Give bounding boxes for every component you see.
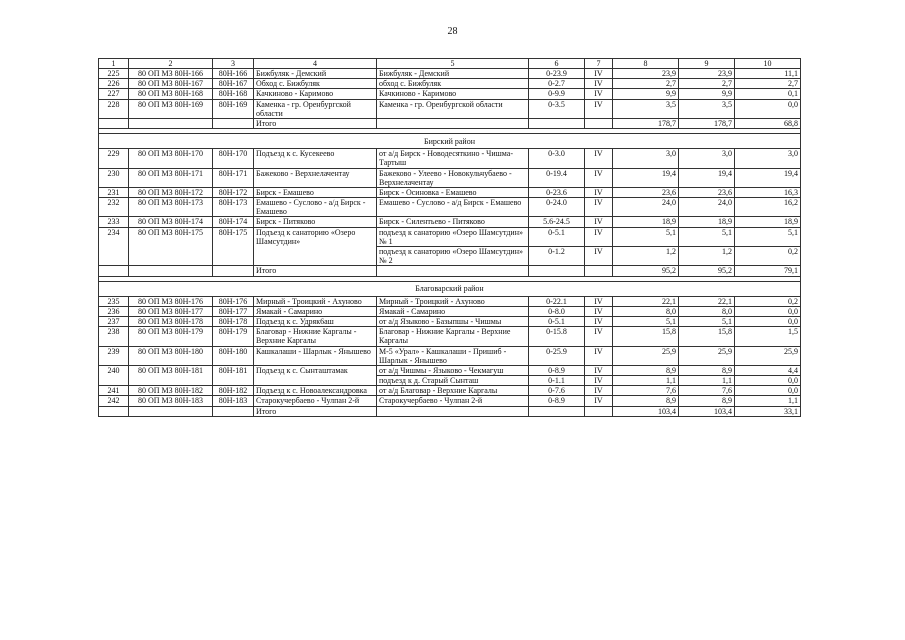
road-id: 80Н-168	[213, 89, 254, 99]
road-code: 80 ОП МЗ 80Н-168	[129, 89, 213, 99]
row-number: 240	[99, 365, 129, 385]
table-row	[99, 217, 801, 227]
km-range: 0-23.9	[529, 69, 585, 79]
length-col9: 2,7	[679, 79, 735, 89]
empty-cell	[213, 266, 254, 276]
road-code: 80 ОП МЗ 80Н-166	[129, 69, 213, 79]
category: IV	[585, 217, 613, 227]
road-id: 80Н-171	[213, 168, 254, 187]
row-number: 229	[99, 149, 129, 168]
road-section: Старокучербаево - Чулпан 2-й	[377, 396, 529, 406]
length-total: 7,6	[613, 386, 679, 396]
km-range: 0-5.1	[529, 316, 585, 326]
category: IV	[585, 89, 613, 99]
category: IV	[585, 227, 613, 246]
table-row	[99, 198, 801, 217]
road-name: Бажеково - Верхнелачентау	[254, 168, 377, 187]
km-range: 0-1.2	[529, 247, 585, 266]
empty-cell	[99, 118, 129, 128]
road-id: 80Н-179	[213, 327, 254, 346]
category: IV	[585, 365, 613, 375]
row-number: 228	[99, 99, 129, 118]
length-col9: 8,9	[679, 365, 735, 375]
length-total: 25,9	[613, 346, 679, 365]
length-col9: 9,9	[679, 89, 735, 99]
empty-cell	[585, 118, 613, 128]
length-total: 9,9	[613, 89, 679, 99]
road-section: от а/д Языково - Базыпшы - Чишмы	[377, 316, 529, 326]
row-number: 230	[99, 168, 129, 187]
row-number: 225	[99, 69, 129, 79]
length-col9: 18,9	[679, 217, 735, 227]
road-name: Ямакай - Самарино	[254, 306, 377, 316]
length-col9: 23,9	[679, 69, 735, 79]
category: IV	[585, 79, 613, 89]
length-col10: 11,1	[735, 69, 801, 79]
roads-table	[98, 58, 801, 417]
km-range: 5.6-24.5	[529, 217, 585, 227]
length-col10: 0,0	[735, 99, 801, 118]
road-code: 80 ОП МЗ 80Н-176	[129, 296, 213, 306]
row-number: 239	[99, 346, 129, 365]
length-col9: 23,6	[679, 187, 735, 197]
km-range: 0-7.6	[529, 386, 585, 396]
road-code: 80 ОП МЗ 80Н-182	[129, 386, 213, 396]
category: IV	[585, 396, 613, 406]
empty-cell	[377, 406, 529, 416]
empty-cell	[129, 266, 213, 276]
road-name: Кашкалаши - Шарлык - Янышево	[254, 346, 377, 365]
length-total: 23,6	[613, 187, 679, 197]
table-row	[99, 327, 801, 346]
category: IV	[585, 316, 613, 326]
category: IV	[585, 346, 613, 365]
length-col10: 5,1	[735, 227, 801, 246]
row-number: 235	[99, 296, 129, 306]
road-section: Мирный - Троицкий - Ахуново	[377, 296, 529, 306]
road-section: Ямакай - Самарино	[377, 306, 529, 316]
empty-cell	[529, 266, 585, 276]
category: IV	[585, 198, 613, 217]
length-total: 23,9	[613, 69, 679, 79]
table-row	[99, 99, 801, 118]
road-section: Качкиново - Каримово	[377, 89, 529, 99]
length-col9: 3,5	[679, 99, 735, 118]
road-id: 80Н-182	[213, 386, 254, 396]
road-name: Емашево - Суслово - а/д Бирск - Емашево	[254, 198, 377, 217]
table-row	[99, 306, 801, 316]
length-col10: 0,0	[735, 376, 801, 386]
total-col9: 103,4	[679, 406, 735, 416]
length-col9: 1,1	[679, 376, 735, 386]
length-total: 8,9	[613, 365, 679, 375]
empty-cell	[529, 406, 585, 416]
table-row	[99, 386, 801, 396]
empty-cell	[213, 118, 254, 128]
category: IV	[585, 149, 613, 168]
road-code: 80 ОП МЗ 80Н-178	[129, 316, 213, 326]
length-col9: 15,8	[679, 327, 735, 346]
road-code: 80 ОП МЗ 80Н-170	[129, 149, 213, 168]
length-col9: 8,0	[679, 306, 735, 316]
category: IV	[585, 296, 613, 306]
km-range: 0-1.1	[529, 376, 585, 386]
length-col10: 16,2	[735, 198, 801, 217]
road-code: 80 ОП МЗ 80Н-174	[129, 217, 213, 227]
total-col10: 33,1	[735, 406, 801, 416]
road-section: подъезд к санаторию «Озеро Шамсутдин» № 1	[377, 227, 529, 246]
length-col9: 5,1	[679, 316, 735, 326]
road-code: 80 ОП МЗ 80Н-181	[129, 365, 213, 385]
header-cell: 2	[129, 59, 213, 69]
row-number: 236	[99, 306, 129, 316]
length-col10: 0,2	[735, 296, 801, 306]
row-number: 234	[99, 227, 129, 266]
road-name: Каменка - гр. Оренбургской области	[254, 99, 377, 118]
road-section: от а/д Благовар - Верхние Каргалы	[377, 386, 529, 396]
road-id: 80Н-181	[213, 365, 254, 385]
length-col10: 4,4	[735, 365, 801, 375]
row-number: 241	[99, 386, 129, 396]
road-name: Подъезд к с. Кусекеево	[254, 149, 377, 168]
row-number: 232	[99, 198, 129, 217]
row-number: 227	[99, 89, 129, 99]
length-col10: 0,2	[735, 247, 801, 266]
road-name: Благовар - Нижние Каргалы - Верхние Каргалы	[254, 327, 377, 346]
total-length: 178,7	[613, 118, 679, 128]
page-number: 28	[447, 26, 458, 37]
table-row	[99, 69, 801, 79]
category: IV	[585, 168, 613, 187]
km-range: 0-23.6	[529, 187, 585, 197]
road-code: 80 ОП МЗ 80Н-175	[129, 227, 213, 266]
total-col10: 68,8	[735, 118, 801, 128]
header-cell: 8	[613, 59, 679, 69]
length-total: 8,9	[613, 396, 679, 406]
length-total: 3,5	[613, 99, 679, 118]
road-section: подъезд к санаторию «Озеро Шамсутдин» № 2	[377, 247, 529, 266]
total-row	[99, 118, 801, 128]
road-id: 80Н-166	[213, 69, 254, 79]
header-cell: 5	[377, 59, 529, 69]
empty-cell	[529, 118, 585, 128]
km-range: 0-2.7	[529, 79, 585, 89]
length-total: 22,1	[613, 296, 679, 306]
header-cell: 3	[213, 59, 254, 69]
category: IV	[585, 187, 613, 197]
total-col9: 178,7	[679, 118, 735, 128]
table-row	[99, 149, 801, 168]
road-id: 80Н-167	[213, 79, 254, 89]
road-id: 80Н-169	[213, 99, 254, 118]
length-col9: 3,0	[679, 149, 735, 168]
length-col10: 0,0	[735, 306, 801, 316]
road-name: Подъезд к санаторию «Озеро Шамсутдин»	[254, 227, 377, 266]
district-row	[99, 134, 801, 149]
road-name: Мирный - Троицкий - Ахуново	[254, 296, 377, 306]
road-name: Бирск - Питяково	[254, 217, 377, 227]
km-range: 0-24.0	[529, 198, 585, 217]
length-col10: 0,1	[735, 89, 801, 99]
header-cell: 1	[99, 59, 129, 69]
road-id: 80Н-173	[213, 198, 254, 217]
row-number: 226	[99, 79, 129, 89]
header-cell: 7	[585, 59, 613, 69]
length-col10: 0,0	[735, 386, 801, 396]
header-row	[99, 59, 801, 69]
road-name: Подъезд к с. Удряк6аш	[254, 316, 377, 326]
road-code: 80 ОП МЗ 80Н-167	[129, 79, 213, 89]
road-name: Подъезд к с. Новоалександровка	[254, 386, 377, 396]
length-col9: 24,0	[679, 198, 735, 217]
km-range: 0-5.1	[529, 227, 585, 246]
table-row	[99, 396, 801, 406]
table-row	[99, 89, 801, 99]
length-col9: 5,1	[679, 227, 735, 246]
length-col10: 0,0	[735, 316, 801, 326]
district-title: Бирский район	[99, 134, 801, 149]
road-name: Бижбуляк - Демский	[254, 69, 377, 79]
road-id: 80Н-170	[213, 149, 254, 168]
km-range: 0-3.5	[529, 99, 585, 118]
length-total: 18,9	[613, 217, 679, 227]
road-code: 80 ОП МЗ 80Н-173	[129, 198, 213, 217]
table-row	[99, 79, 801, 89]
category: IV	[585, 69, 613, 79]
km-range: 0-8.9	[529, 365, 585, 375]
road-name: Бирск - Емашево	[254, 187, 377, 197]
km-range: 0-15.8	[529, 327, 585, 346]
road-section: Каменка - гр. Оренбургской области	[377, 99, 529, 118]
length-col9: 8,9	[679, 396, 735, 406]
road-section: подъезд к д. Старый Сынташ	[377, 376, 529, 386]
road-section: Бажеково - Улеево - Новокульчубаево - Верхнелачентау	[377, 168, 529, 187]
length-col9: 1,2	[679, 247, 735, 266]
km-range: 0-3.0	[529, 149, 585, 168]
row-number: 242	[99, 396, 129, 406]
length-col10: 16,3	[735, 187, 801, 197]
category: IV	[585, 376, 613, 386]
road-code: 80 ОП МЗ 80Н-172	[129, 187, 213, 197]
length-total: 5,1	[613, 227, 679, 246]
length-total: 15,8	[613, 327, 679, 346]
category: IV	[585, 247, 613, 266]
row-number: 238	[99, 327, 129, 346]
road-id: 80Н-176	[213, 296, 254, 306]
empty-cell	[99, 406, 129, 416]
length-total: 19,4	[613, 168, 679, 187]
table-row	[99, 365, 801, 375]
length-col10: 18,9	[735, 217, 801, 227]
length-col9: 25,9	[679, 346, 735, 365]
km-range: 0-25.9	[529, 346, 585, 365]
row-number: 233	[99, 217, 129, 227]
total-length: 95,2	[613, 266, 679, 276]
length-col10: 2,7	[735, 79, 801, 89]
road-name: Обход с. Бижбуляк	[254, 79, 377, 89]
length-total: 24,0	[613, 198, 679, 217]
length-col9: 7,6	[679, 386, 735, 396]
road-section: обход с. Бижбуляк	[377, 79, 529, 89]
empty-cell	[129, 406, 213, 416]
road-name: Старокучербаево - Чулпан 2-й	[254, 396, 377, 406]
road-section: от а/д Чишмы - Языково - Чекмагуш	[377, 365, 529, 375]
header-cell: 9	[679, 59, 735, 69]
road-code: 80 ОП МЗ 80Н-171	[129, 168, 213, 187]
length-total: 1,1	[613, 376, 679, 386]
empty-cell	[377, 118, 529, 128]
length-col9: 19,4	[679, 168, 735, 187]
length-col10: 25,9	[735, 346, 801, 365]
table-row	[99, 187, 801, 197]
row-number: 231	[99, 187, 129, 197]
empty-cell	[213, 406, 254, 416]
table-row	[99, 296, 801, 306]
road-section: Бижбуляк - Демский	[377, 69, 529, 79]
road-id: 80Н-178	[213, 316, 254, 326]
empty-cell	[585, 266, 613, 276]
length-total: 1,2	[613, 247, 679, 266]
total-row	[99, 266, 801, 276]
table-row	[99, 316, 801, 326]
road-id: 80Н-174	[213, 217, 254, 227]
category: IV	[585, 386, 613, 396]
road-id: 80Н-172	[213, 187, 254, 197]
road-id: 80Н-177	[213, 306, 254, 316]
total-col9: 95,2	[679, 266, 735, 276]
total-length: 103,4	[613, 406, 679, 416]
total-label: Итого	[254, 266, 377, 276]
km-range: 0-8.9	[529, 396, 585, 406]
road-id: 80Н-183	[213, 396, 254, 406]
road-id: 80Н-180	[213, 346, 254, 365]
road-code: 80 ОП МЗ 80Н-183	[129, 396, 213, 406]
length-total: 5,1	[613, 316, 679, 326]
total-label: Итого	[254, 406, 377, 416]
length-total: 3,0	[613, 149, 679, 168]
empty-cell	[377, 266, 529, 276]
header-cell: 4	[254, 59, 377, 69]
total-label: Итого	[254, 118, 377, 128]
km-range: 0-19.4	[529, 168, 585, 187]
road-section: Бирск - Силентьево - Питяково	[377, 217, 529, 227]
table-row	[99, 168, 801, 187]
road-section: М-5 «Урал» - Кашкалаши - Пришиб - Шарлык - Янышево	[377, 346, 529, 365]
length-col9: 22,1	[679, 296, 735, 306]
km-range: 0-22.1	[529, 296, 585, 306]
header-cell: 6	[529, 59, 585, 69]
total-col10: 79,1	[735, 266, 801, 276]
length-col10: 1,1	[735, 396, 801, 406]
road-code: 80 ОП МЗ 80Н-169	[129, 99, 213, 118]
road-section: Бирск - Осиновка - Емашево	[377, 187, 529, 197]
road-id: 80Н-175	[213, 227, 254, 266]
length-col10: 19,4	[735, 168, 801, 187]
length-col10: 3,0	[735, 149, 801, 168]
length-total: 2,7	[613, 79, 679, 89]
table-row	[99, 346, 801, 365]
length-total: 8,0	[613, 306, 679, 316]
road-code: 80 ОП МЗ 80Н-180	[129, 346, 213, 365]
total-row	[99, 406, 801, 416]
road-section: Емашево - Суслово - а/д Бирск - Емашево	[377, 198, 529, 217]
district-title: Благоварский район	[99, 281, 801, 296]
row-number: 237	[99, 316, 129, 326]
empty-cell	[99, 266, 129, 276]
header-cell: 10	[735, 59, 801, 69]
road-name: Подъезд к с. Сынташтамак	[254, 365, 377, 385]
category: IV	[585, 99, 613, 118]
road-name: Качкиново - Каримово	[254, 89, 377, 99]
km-range: 0-8.0	[529, 306, 585, 316]
road-section: от а/д Бирск - Новодесяткино - Чишма-Тартыш	[377, 149, 529, 168]
empty-cell	[585, 406, 613, 416]
empty-cell	[129, 118, 213, 128]
road-code: 80 ОП МЗ 80Н-179	[129, 327, 213, 346]
category: IV	[585, 327, 613, 346]
district-row	[99, 281, 801, 296]
road-section: Благовар - Нижние Каргалы - Верхние Каргалы	[377, 327, 529, 346]
km-range: 0-9.9	[529, 89, 585, 99]
table-row	[99, 227, 801, 246]
road-code: 80 ОП МЗ 80Н-177	[129, 306, 213, 316]
category: IV	[585, 306, 613, 316]
length-col10: 1,5	[735, 327, 801, 346]
